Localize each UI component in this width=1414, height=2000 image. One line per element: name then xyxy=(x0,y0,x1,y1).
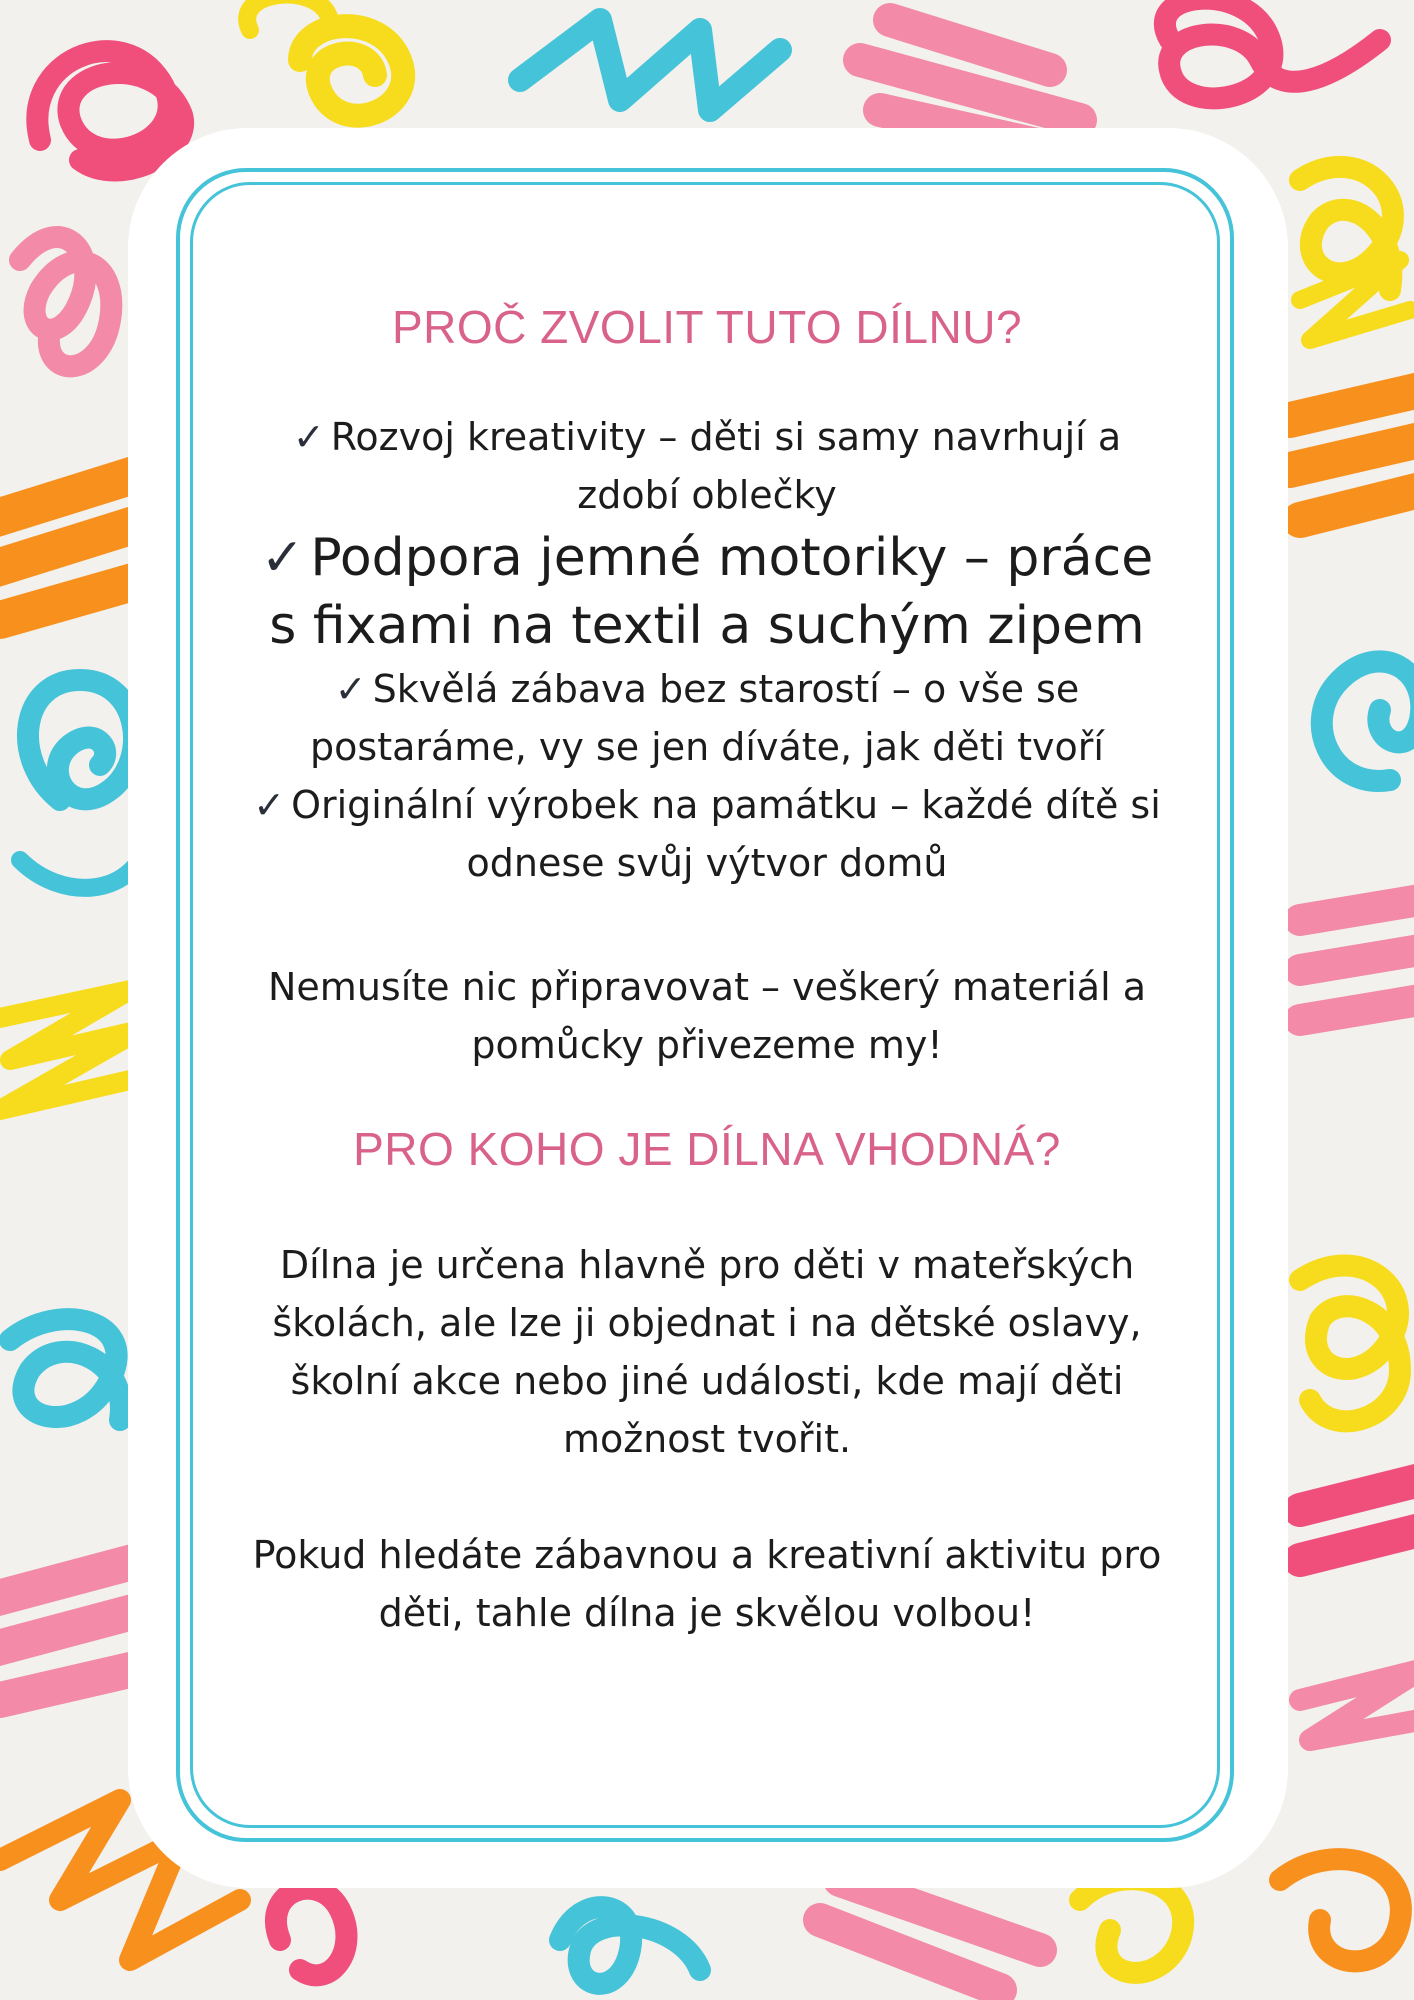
benefit-text: Rozvoj kreativity – děti si samy navrhují a zdobí oblečky xyxy=(330,415,1122,517)
light-pink-stroke xyxy=(820,1880,1040,1990)
pink-zigzag xyxy=(1300,1670,1414,1740)
checkmark-icon: ✓ xyxy=(253,783,286,827)
light-pink-stroke xyxy=(0,1560,140,1700)
yellow-spiral xyxy=(300,26,403,116)
benefit-item xyxy=(210,776,1204,892)
closing-text: Pokud hledáte zábavnou a kreativní aktivitu pro děti, tahle dílna je skvělou volbou! xyxy=(252,1533,1162,1635)
cyan-spiral xyxy=(28,680,134,800)
cyan-zigzag xyxy=(520,20,780,110)
yellow-scribble xyxy=(1300,1265,1400,1421)
cyan-spiral xyxy=(1322,661,1414,781)
benefit-item xyxy=(210,408,1204,524)
benefit-item xyxy=(210,660,1204,776)
cyan-loops xyxy=(560,1907,700,1984)
cyan-scribble xyxy=(10,1319,121,1420)
benefit-item xyxy=(210,524,1204,660)
orange-stroke xyxy=(1290,390,1414,520)
benefit-text: Originální výrobek na památku – každé dítě si odnese svůj výtvor domů xyxy=(291,783,1161,885)
materials-note: Nemusíte nic připravovat – veškerý materiál a pomůcky přivezeme my! xyxy=(268,965,1146,1067)
benefit-text: Skvělá zábava bez starostí – o vše se postaráme, vy se jen díváte, jak děti tvoří xyxy=(310,667,1104,769)
checkmark-icon: ✓ xyxy=(292,415,325,459)
orange-scribble xyxy=(1280,1859,1401,1961)
benefits-list xyxy=(210,408,1204,892)
yellow-zigzag xyxy=(0,990,140,1110)
checkmark-icon: ✓ xyxy=(260,528,305,588)
yellow-scribble xyxy=(1080,1879,1183,1973)
pink-scribble xyxy=(276,1889,347,1976)
benefit-text: Podpora jemné motoriky – práce s fixami na textil a suchým zipem xyxy=(269,528,1154,656)
audience-heading: PRO KOHO JE DÍLNA VHODNÁ? xyxy=(353,1123,1061,1175)
checkmark-icon: ✓ xyxy=(334,667,367,711)
card-content xyxy=(210,290,1204,1642)
light-pink-loops xyxy=(20,237,111,366)
pink-scribble xyxy=(1165,0,1380,98)
why-heading: PROČ ZVOLIT TUTO DÍLNU? xyxy=(391,301,1023,353)
light-pink-stroke xyxy=(1300,900,1414,1020)
pink-scribble xyxy=(37,51,183,170)
audience-text: Dílna je určena hlavně pro děti v mateřských školách, ale lze ji objednat i na dětské oslavy, školní akce nebo jiné události, kde mají děti možnost tvořit. xyxy=(272,1243,1142,1461)
pink-stroke xyxy=(1300,1480,1414,1560)
